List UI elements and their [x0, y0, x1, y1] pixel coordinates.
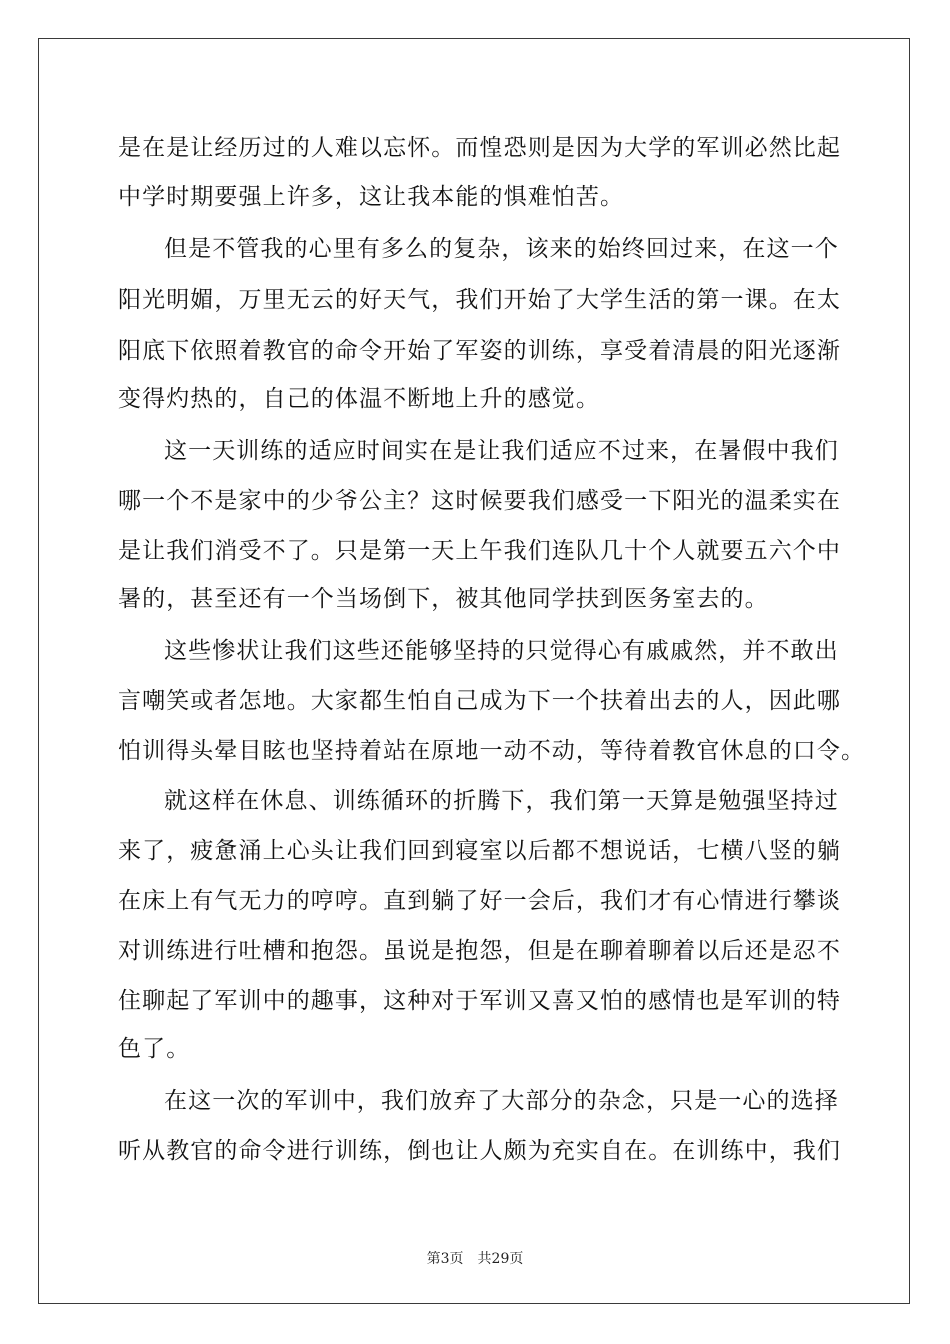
paragraph-line: 是让我们消受不了。只是第一天上午我们连队几十个人就要五六个中: [118, 538, 841, 564]
paragraph-line: 暑的，甚至还有一个当场倒下，被其他同学扶到医务室去的。: [118, 586, 769, 612]
page-number: 第3页: [426, 1251, 464, 1267]
paragraph-line: 但是不管我的心里有多么的复杂，该来的始终回过来，在这一个: [164, 236, 839, 262]
paragraph-line: 阳光明媚，万里无云的好天气，我们开始了大学生活的第一课。在太: [118, 287, 841, 313]
paragraph-line: 在床上有气无力的哼哼。直到躺了好一会后，我们才有心情进行攀谈: [118, 888, 841, 914]
paragraph-line: 中学时期要强上许多，这让我本能的惧难怕苦。: [118, 184, 625, 210]
paragraph-line: 色了。: [118, 1036, 191, 1062]
paragraph-line: 住聊起了军训中的趣事，这种对于军训又喜又怕的感情也是军训的特: [118, 988, 841, 1014]
paragraph-line: 听从教官的命令进行训练，倒也让人颇为充实自在。在训练中，我们: [118, 1138, 841, 1164]
paragraph-line: 是在是让经历过的人难以忘怀。而惶恐则是因为大学的军训必然比起: [118, 135, 841, 161]
paragraph-line: 哪一个不是家中的少爷公主？这时候要我们感受一下阳光的温柔实在: [118, 488, 841, 514]
page-footer: [0, 1248, 950, 1268]
paragraph-line: 变得灼热的，自己的体温不断地上升的感觉。: [118, 386, 600, 412]
paragraph-line: 言嘲笑或者怎地。大家都生怕自己成为下一个扶着出去的人，因此哪: [118, 688, 841, 714]
paragraph-line: 阳底下依照着教官的命令开始了军姿的训练，享受着清晨的阳光逐渐: [118, 338, 841, 364]
paragraph-line: 来了，疲惫涌上心头让我们回到寝室以后都不想说话，七横八竖的躺: [118, 838, 841, 864]
paragraph-line: 就这样在休息、训练循环的折腾下，我们第一天算是勉强坚持过: [164, 788, 839, 814]
paragraph-line: 在这一次的军训中，我们放弃了大部分的杂念，只是一心的选择: [164, 1088, 839, 1114]
paragraph-line: 这一天训练的适应时间实在是让我们适应不过来，在暑假中我们: [164, 438, 839, 464]
paragraph-line: 怕训得头晕目眩也坚持着站在原地一动不动，等待着教官休息的口令。: [118, 738, 866, 764]
paragraph-line: 这些惨状让我们这些还能够坚持的只觉得心有戚戚然，并不敢出: [164, 638, 839, 664]
paragraph-line: 对训练进行吐槽和抱怨。虽说是抱怨，但是在聊着聊着以后还是忍不: [118, 938, 841, 964]
page-total: 共29页: [477, 1251, 524, 1267]
